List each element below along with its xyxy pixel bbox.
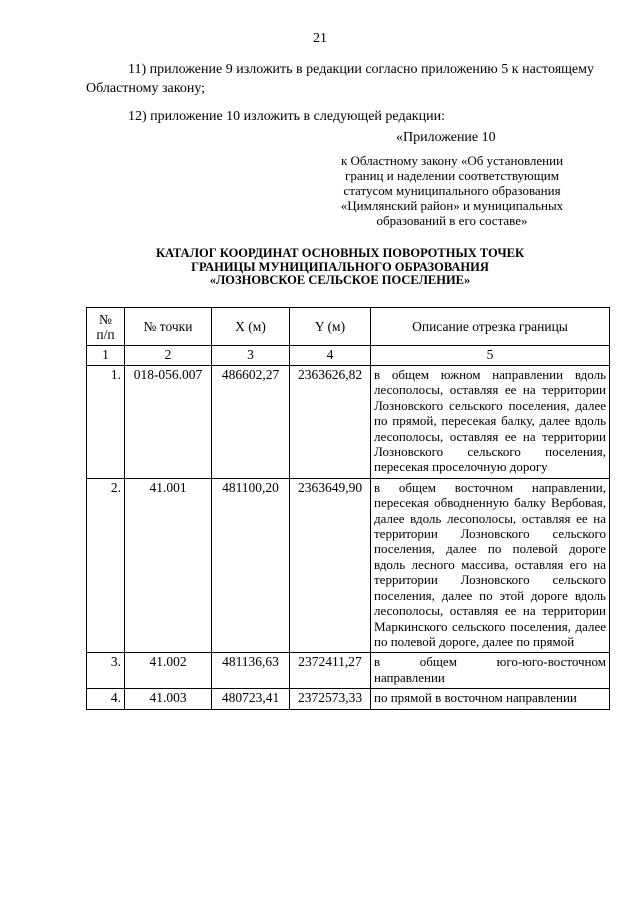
appendix-title: «Приложение 10 [396,130,496,145]
row-number: 3. [87,653,125,689]
appendix-ref-line: образований в его составе» [376,213,528,228]
column-number: 5 [371,346,610,366]
coordinates-table [86,307,610,710]
point-id: 41.003 [125,689,212,709]
appendix-ref-line: статусом муниципального образования [343,183,561,198]
y-coordinate: 2363649,90 [290,478,371,652]
appendix-ref-line: «Цимлянский район» и муниципальных [340,198,564,213]
x-coordinate: 481136,63 [212,653,290,689]
appendix-ref-line: к Областному закону «Об установлении [340,153,564,168]
y-coordinate: 2372411,27 [290,653,371,689]
segment-description: по прямой в восточном направлении [371,689,610,709]
table-row [87,653,610,689]
catalog-title-line: «ЛОЗНОВСКОЕ СЕЛЬСКОЕ ПОСЕЛЕНИЕ» [209,273,471,287]
row-number: 1. [87,366,125,479]
segment-description: в общем южном направлении вдоль лесополосы, оставляя ее на территории Лозновского сельского поселения, далее по прямой, пересекая балку, далее вдоль лесополосы, оставляя ее на территории Лозновского сельского поселения, пересекая проселочную дорогу [371,366,610,479]
x-coordinate: 480723,41 [212,689,290,709]
column-number: 4 [290,346,371,366]
header-x: X (м) [212,308,290,346]
segment-description: в общем восточном направлении, пересекая обводненную балку Вербовая, далее вдоль лесополосы, оставляя ее на территории Лозновского сельского поселения, далее по полевой дороге вдоль лесного массива, оставляя его на территории Лозновского сельского поселения, далее по этой дороге вдоль лесополосы, оставляя ее на территории Маркинского сельского поселения, далее по полевой дороге, далее по прямой [371,478,610,652]
x-coordinate: 486602,27 [212,366,290,479]
point-id: 018-056.007 [125,366,212,479]
header-y: Y (м) [290,308,371,346]
y-coordinate: 2363626,82 [290,366,371,479]
header-description: Описание отрезка границы [371,308,610,346]
x-coordinate: 481100,20 [212,478,290,652]
appendix-reference [312,153,592,228]
table-row [87,689,610,709]
table-header-row [87,308,610,346]
catalog-title [90,247,590,288]
y-coordinate: 2372573,33 [290,689,371,709]
column-number: 3 [212,346,290,366]
paragraph-item-11: 11) приложение 9 изложить в редакции согласно приложению 5 к настоящему Областному закону; [86,62,594,96]
column-number: 1 [87,346,125,366]
row-number: 2. [87,478,125,652]
table-row [87,478,610,652]
column-number-row [87,346,610,366]
paragraph-item-12: 12) приложение 10 изложить в следующей редакции: [128,109,445,124]
header-point: № точки [125,308,212,346]
catalog-title-line: ГРАНИЦЫ МУНИЦИПАЛЬНОГО ОБРАЗОВАНИЯ [191,259,489,274]
row-number: 4. [87,689,125,709]
appendix-ref-line: границ и наделении соответствующим [345,168,559,183]
table-row [87,366,610,479]
header-num [87,308,125,346]
segment-description: в общем юго-юго-восточном направлении [371,653,610,689]
point-id: 41.002 [125,653,212,689]
header-num-line: п/п [96,326,115,342]
header-num-line: № [99,311,112,327]
point-id: 41.001 [125,478,212,652]
catalog-title-line: КАТАЛОГ КООРДИНАТ ОСНОВНЫХ ПОВОРОТНЫХ ТОЧЕК [155,246,525,260]
page-number: 21 [313,31,327,46]
column-number: 2 [125,346,212,366]
